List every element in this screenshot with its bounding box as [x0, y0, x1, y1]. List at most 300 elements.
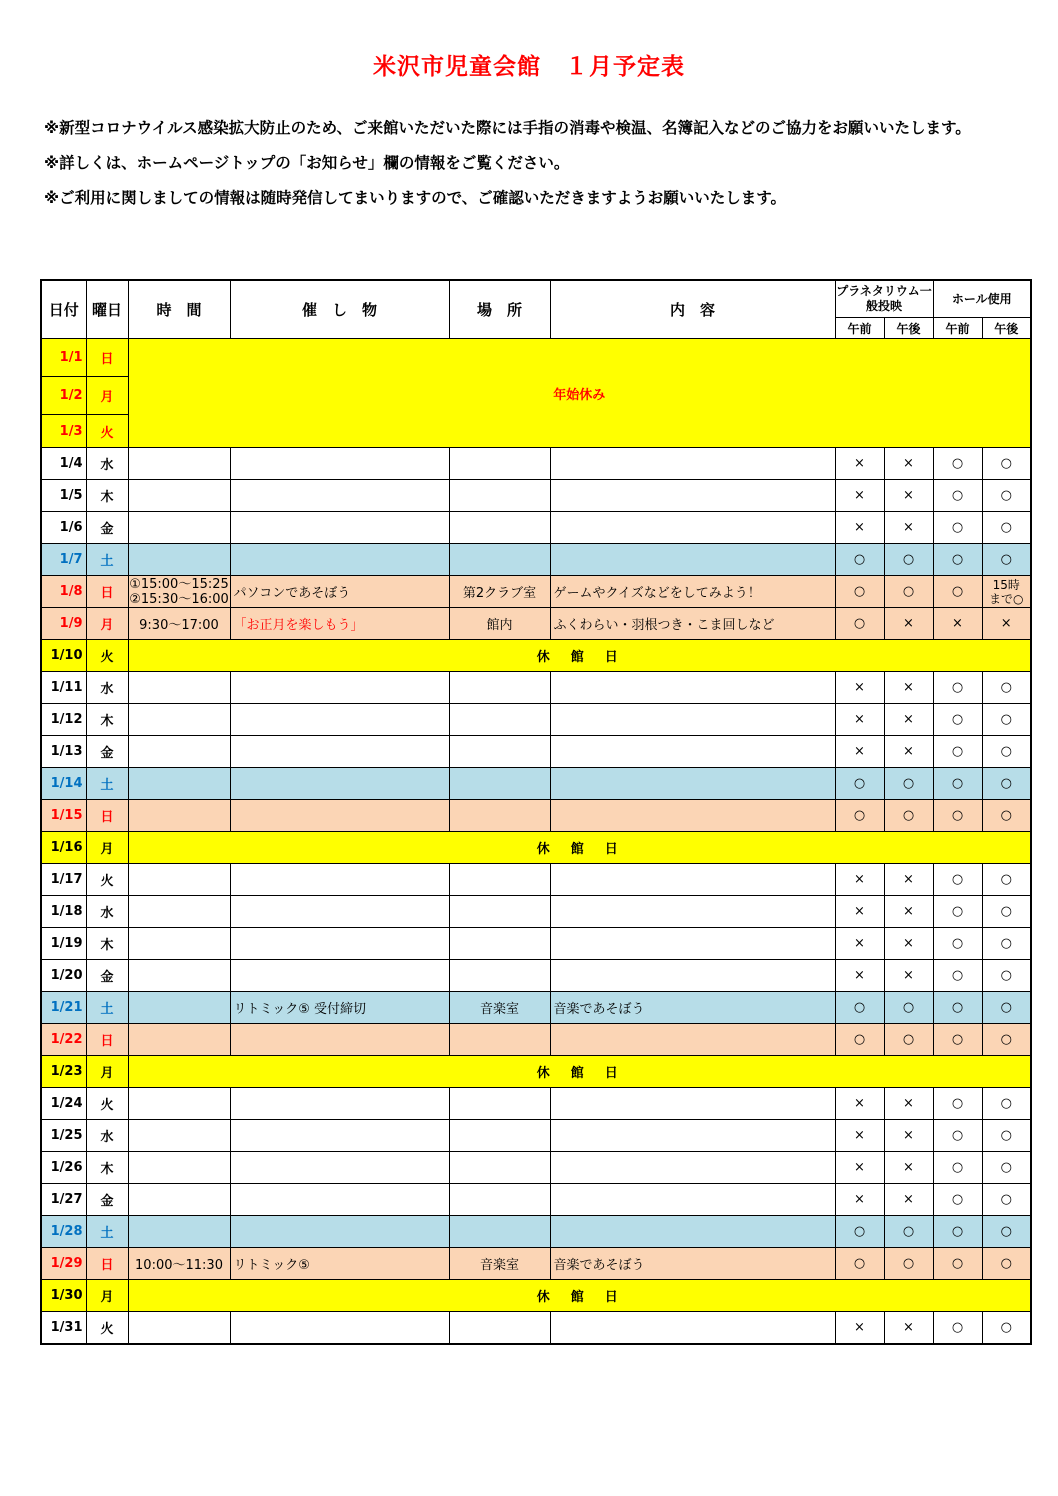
planetarium-pm-mark: × — [884, 512, 933, 544]
row-event — [230, 1152, 449, 1184]
row-event — [230, 704, 449, 736]
row-date: 1/18 — [41, 896, 86, 928]
row-dow: 月 — [86, 1056, 128, 1088]
planetarium-pm-mark: × — [884, 1312, 933, 1345]
row-dow: 金 — [86, 736, 128, 768]
row-dow: 土 — [86, 768, 128, 800]
planetarium-pm-mark: ○ — [884, 544, 933, 576]
table-row — [41, 512, 1031, 544]
planetarium-pm-mark: ○ — [884, 1216, 933, 1248]
row-time — [128, 864, 230, 896]
planetarium-am-mark: ○ — [835, 992, 884, 1024]
row-dow: 日 — [86, 1024, 128, 1056]
row-place — [449, 1184, 550, 1216]
table-row — [41, 339, 1031, 377]
row-date: 1/9 — [41, 608, 86, 640]
hall-am-mark: ○ — [933, 480, 982, 512]
row-date: 1/25 — [41, 1120, 86, 1152]
planetarium-am-mark: ○ — [835, 1216, 884, 1248]
row-date: 1/4 — [41, 448, 86, 480]
row-time — [128, 544, 230, 576]
table-row — [41, 1056, 1031, 1088]
hall-pm-mark: ○ — [982, 1184, 1031, 1216]
row-date: 1/20 — [41, 960, 86, 992]
row-date: 1/6 — [41, 512, 86, 544]
header-planetarium-am: 午前 — [835, 318, 884, 339]
row-date: 1/27 — [41, 1184, 86, 1216]
row-content — [550, 512, 835, 544]
row-dow: 火 — [86, 640, 128, 672]
hall-pm-mark: ○ — [982, 896, 1031, 928]
new-year-holiday-label: 年始休み — [128, 339, 1031, 448]
row-time — [128, 992, 230, 1024]
table-row — [41, 704, 1031, 736]
hall-pm-mark: ○ — [982, 992, 1031, 1024]
planetarium-am-mark: ○ — [835, 576, 884, 608]
table-row — [41, 1280, 1031, 1312]
header-dow: 曜日 — [86, 280, 128, 339]
hall-am-mark: ○ — [933, 1152, 982, 1184]
row-place — [449, 1024, 550, 1056]
hall-am-mark: ○ — [933, 1248, 982, 1280]
header-time: 時 間 — [128, 280, 230, 339]
hall-pm-mark: 15時 まで○ — [982, 576, 1031, 608]
row-dow: 日 — [86, 576, 128, 608]
table-row — [41, 480, 1031, 512]
planetarium-pm-mark: ○ — [884, 576, 933, 608]
row-event: 「お正月を楽しもう」 — [230, 608, 449, 640]
row-time — [128, 896, 230, 928]
table-row — [41, 1312, 1031, 1345]
row-time — [128, 960, 230, 992]
table-row — [41, 992, 1031, 1024]
row-event — [230, 1312, 449, 1345]
hall-am-mark: ○ — [933, 1024, 982, 1056]
row-dow: 水 — [86, 672, 128, 704]
row-place: 音楽室 — [449, 1248, 550, 1280]
hall-pm-mark: ○ — [982, 1120, 1031, 1152]
row-event — [230, 1120, 449, 1152]
hall-pm-mark: ○ — [982, 480, 1031, 512]
header-content: 内 容 — [550, 280, 835, 339]
hall-am-mark: ○ — [933, 576, 982, 608]
row-dow: 日 — [86, 800, 128, 832]
planetarium-pm-mark: × — [884, 448, 933, 480]
planetarium-am-mark: ○ — [835, 1248, 884, 1280]
notice-item: ※ご利用に関しましての情報は随時発信してまいりますので、ご確認いただきますようお願いいたします。 — [44, 189, 787, 207]
row-date: 1/28 — [41, 1216, 86, 1248]
planetarium-am-mark: × — [835, 480, 884, 512]
row-content — [550, 1216, 835, 1248]
row-date: 1/2 — [41, 377, 86, 415]
hall-pm-mark: ○ — [982, 1088, 1031, 1120]
table-row — [41, 768, 1031, 800]
hall-pm-mark: ○ — [982, 672, 1031, 704]
row-content — [550, 672, 835, 704]
planetarium-pm-mark: × — [884, 928, 933, 960]
row-dow: 土 — [86, 544, 128, 576]
hall-am-mark: ○ — [933, 768, 982, 800]
table-row — [41, 544, 1031, 576]
row-date: 1/19 — [41, 928, 86, 960]
row-date: 1/5 — [41, 480, 86, 512]
row-dow: 水 — [86, 896, 128, 928]
row-date: 1/3 — [41, 415, 86, 448]
planetarium-pm-mark: ○ — [884, 1248, 933, 1280]
row-content: ゲームやクイズなどをしてみよう！ — [550, 576, 835, 608]
table-row — [41, 1120, 1031, 1152]
row-date: 1/23 — [41, 1056, 86, 1088]
table-row — [41, 672, 1031, 704]
planetarium-am-mark: × — [835, 1184, 884, 1216]
row-place — [449, 480, 550, 512]
hall-pm-mark: ○ — [982, 1312, 1031, 1345]
row-place: 第2クラブ室 — [449, 576, 550, 608]
row-date: 1/31 — [41, 1312, 86, 1345]
hall-pm-mark: ○ — [982, 928, 1031, 960]
header-date: 日付 — [41, 280, 86, 339]
hall-pm-mark: ○ — [982, 704, 1031, 736]
closed-day-label: 休 館 日 — [128, 832, 1031, 864]
hall-am-mark: ○ — [933, 1216, 982, 1248]
row-dow: 火 — [86, 864, 128, 896]
row-content — [550, 864, 835, 896]
planetarium-pm-mark: × — [884, 1152, 933, 1184]
row-date: 1/29 — [41, 1248, 86, 1280]
row-place — [449, 1120, 550, 1152]
closed-day-label: 休 館 日 — [128, 1280, 1031, 1312]
row-content — [550, 1120, 835, 1152]
row-event — [230, 512, 449, 544]
planetarium-am-mark: ○ — [835, 1024, 884, 1056]
header-planetarium-pm: 午後 — [884, 318, 933, 339]
row-event — [230, 1184, 449, 1216]
row-date: 1/10 — [41, 640, 86, 672]
row-time — [128, 736, 230, 768]
row-content: 音楽であそぼう — [550, 1248, 835, 1280]
row-content — [550, 1152, 835, 1184]
hall-am-mark: ○ — [933, 512, 982, 544]
row-place — [449, 672, 550, 704]
row-content — [550, 928, 835, 960]
notice-item: ※詳しくは、ホームページトップの「お知らせ」欄の情報をご覧ください。 — [44, 154, 570, 172]
row-dow: 金 — [86, 1184, 128, 1216]
planetarium-am-mark: × — [835, 512, 884, 544]
planetarium-am-mark: × — [835, 896, 884, 928]
row-event: リトミック⑤ 受付締切 — [230, 992, 449, 1024]
row-time — [128, 512, 230, 544]
hall-am-mark: ○ — [933, 800, 982, 832]
hall-pm-mark: ○ — [982, 960, 1031, 992]
hall-pm-mark: ○ — [982, 768, 1031, 800]
hall-am-mark: ○ — [933, 448, 982, 480]
row-content — [550, 1312, 835, 1345]
planetarium-pm-mark: × — [884, 896, 933, 928]
row-time — [128, 1120, 230, 1152]
row-event — [230, 672, 449, 704]
row-dow: 金 — [86, 512, 128, 544]
row-place — [449, 1216, 550, 1248]
row-content — [550, 704, 835, 736]
schedule-body — [41, 339, 1031, 1345]
row-content — [550, 896, 835, 928]
table-row — [41, 960, 1031, 992]
row-dow: 火 — [86, 1312, 128, 1345]
planetarium-am-mark: × — [835, 704, 884, 736]
hall-am-mark: ○ — [933, 928, 982, 960]
row-event — [230, 960, 449, 992]
row-time — [128, 448, 230, 480]
row-event — [230, 1216, 449, 1248]
row-time — [128, 704, 230, 736]
row-time — [128, 480, 230, 512]
row-dow: 木 — [86, 704, 128, 736]
row-time — [128, 1216, 230, 1248]
planetarium-pm-mark: × — [884, 1184, 933, 1216]
row-date: 1/21 — [41, 992, 86, 1024]
header-hall-am: 午前 — [933, 318, 982, 339]
row-dow: 日 — [86, 1248, 128, 1280]
hall-pm-mark: ○ — [982, 1024, 1031, 1056]
row-place — [449, 512, 550, 544]
table-row — [41, 640, 1031, 672]
hall-am-mark: ○ — [933, 960, 982, 992]
row-time — [128, 800, 230, 832]
hall-pm-mark: ○ — [982, 448, 1031, 480]
planetarium-am-mark: × — [835, 1088, 884, 1120]
table-row — [41, 576, 1031, 608]
row-dow: 木 — [86, 928, 128, 960]
row-date: 1/16 — [41, 832, 86, 864]
row-content: ふくわらい・羽根つき・こま回しなど — [550, 608, 835, 640]
table-row — [41, 1184, 1031, 1216]
row-date: 1/1 — [41, 339, 86, 377]
row-dow: 火 — [86, 415, 128, 448]
row-time — [128, 928, 230, 960]
planetarium-am-mark: × — [835, 448, 884, 480]
row-date: 1/11 — [41, 672, 86, 704]
planetarium-pm-mark: × — [884, 960, 933, 992]
hall-pm-mark: ○ — [982, 544, 1031, 576]
row-date: 1/30 — [41, 1280, 86, 1312]
row-content — [550, 448, 835, 480]
row-event — [230, 864, 449, 896]
hall-am-mark: ○ — [933, 864, 982, 896]
planetarium-pm-mark: × — [884, 864, 933, 896]
row-date: 1/15 — [41, 800, 86, 832]
table-row — [41, 1216, 1031, 1248]
hall-am-mark: ○ — [933, 544, 982, 576]
planetarium-am-mark: × — [835, 928, 884, 960]
row-dow: 水 — [86, 1120, 128, 1152]
row-dow: 月 — [86, 1280, 128, 1312]
header-event: 催 し 物 — [230, 280, 449, 339]
row-place — [449, 768, 550, 800]
row-dow: 月 — [86, 377, 128, 415]
planetarium-pm-mark: ○ — [884, 768, 933, 800]
row-content — [550, 544, 835, 576]
row-time: ①15:00～15:25 ②15:30～16:00 — [129, 576, 229, 607]
table-row — [41, 896, 1031, 928]
table-row — [41, 608, 1031, 640]
row-place: 館内 — [449, 608, 550, 640]
planetarium-am-mark: × — [835, 736, 884, 768]
row-dow: 土 — [86, 1216, 128, 1248]
table-row — [41, 864, 1031, 896]
row-dow: 月 — [86, 832, 128, 864]
planetarium-am-mark: × — [835, 1312, 884, 1345]
row-time — [128, 768, 230, 800]
row-dow: 金 — [86, 960, 128, 992]
row-date: 1/8 — [41, 576, 86, 608]
row-dow: 火 — [86, 1088, 128, 1120]
row-date: 1/14 — [41, 768, 86, 800]
row-content — [550, 736, 835, 768]
planetarium-pm-mark: ○ — [884, 992, 933, 1024]
row-place — [449, 928, 550, 960]
row-event — [230, 800, 449, 832]
closed-day-label: 休 館 日 — [128, 640, 1031, 672]
row-dow: 木 — [86, 480, 128, 512]
row-place — [449, 960, 550, 992]
row-place — [449, 896, 550, 928]
hall-pm-mark: ○ — [982, 512, 1031, 544]
row-event — [230, 448, 449, 480]
header-hall: ホール使用 — [933, 280, 1031, 318]
row-event — [230, 768, 449, 800]
row-event — [230, 480, 449, 512]
row-place — [449, 1088, 550, 1120]
row-event: リトミック⑤ — [230, 1248, 449, 1280]
closed-day-label: 休 館 日 — [128, 1056, 1031, 1088]
row-content: 音楽であそぼう — [550, 992, 835, 1024]
row-date: 1/24 — [41, 1088, 86, 1120]
row-event — [230, 736, 449, 768]
hall-pm-mark: ○ — [982, 800, 1031, 832]
row-time — [128, 672, 230, 704]
row-content — [550, 960, 835, 992]
notice-list — [44, 118, 1024, 223]
row-content — [550, 1184, 835, 1216]
hall-am-mark: ○ — [933, 992, 982, 1024]
notice-item: ※新型コロナウイルス感染拡大防止のため、ご来館いただいた際には手指の消毒や検温、名簿記入などのご協力をお願いいたします。 — [44, 119, 971, 137]
hall-pm-mark: ○ — [982, 1152, 1031, 1184]
hall-pm-mark: ○ — [982, 736, 1031, 768]
planetarium-pm-mark: × — [884, 480, 933, 512]
hall-pm-mark: × — [982, 608, 1031, 640]
row-place — [449, 704, 550, 736]
planetarium-am-mark: ○ — [835, 800, 884, 832]
planetarium-pm-mark: ○ — [884, 800, 933, 832]
row-event — [230, 1088, 449, 1120]
header-planetarium: プラネタリウム一般投映 — [835, 280, 933, 318]
planetarium-am-mark: × — [835, 1152, 884, 1184]
row-time — [128, 1152, 230, 1184]
hall-am-mark: ○ — [933, 1184, 982, 1216]
row-place — [449, 800, 550, 832]
row-dow: 水 — [86, 448, 128, 480]
row-dow: 土 — [86, 992, 128, 1024]
hall-am-mark: ○ — [933, 1088, 982, 1120]
planetarium-am-mark: × — [835, 672, 884, 704]
row-time — [128, 1184, 230, 1216]
table-row — [41, 800, 1031, 832]
planetarium-am-mark: × — [835, 864, 884, 896]
row-date: 1/12 — [41, 704, 86, 736]
row-date: 1/22 — [41, 1024, 86, 1056]
hall-am-mark: ○ — [933, 704, 982, 736]
row-dow: 日 — [86, 339, 128, 377]
planetarium-am-mark: ○ — [835, 544, 884, 576]
hall-am-mark: ○ — [933, 672, 982, 704]
planetarium-pm-mark: × — [884, 672, 933, 704]
row-place — [449, 544, 550, 576]
page-title: 米沢市児童会館 １月予定表 — [373, 54, 685, 80]
row-date: 1/7 — [41, 544, 86, 576]
hall-am-mark: ○ — [933, 896, 982, 928]
row-date: 1/26 — [41, 1152, 86, 1184]
row-time: 10:00～11:30 — [128, 1248, 230, 1280]
planetarium-pm-mark: × — [884, 704, 933, 736]
row-dow: 木 — [86, 1152, 128, 1184]
planetarium-pm-mark: × — [884, 608, 933, 640]
table-row — [41, 1152, 1031, 1184]
planetarium-am-mark: × — [835, 960, 884, 992]
planetarium-pm-mark: ○ — [884, 1024, 933, 1056]
row-content — [550, 1088, 835, 1120]
row-dow: 月 — [86, 608, 128, 640]
schedule-table — [40, 279, 1032, 1345]
row-place — [449, 1312, 550, 1345]
row-event: パソコンであそぼう — [230, 576, 449, 608]
hall-pm-mark: ○ — [982, 1248, 1031, 1280]
row-event — [230, 1024, 449, 1056]
hall-am-mark: × — [933, 608, 982, 640]
hall-am-mark: ○ — [933, 1312, 982, 1345]
planetarium-am-mark: ○ — [835, 608, 884, 640]
row-content — [550, 1024, 835, 1056]
row-place — [449, 448, 550, 480]
row-date: 1/13 — [41, 736, 86, 768]
row-event — [230, 928, 449, 960]
header-hall-pm: 午後 — [982, 318, 1031, 339]
hall-pm-mark: ○ — [982, 1216, 1031, 1248]
planetarium-am-mark: ○ — [835, 768, 884, 800]
row-date: 1/17 — [41, 864, 86, 896]
table-row — [41, 1024, 1031, 1056]
row-time — [128, 1088, 230, 1120]
header-place: 場 所 — [449, 280, 550, 339]
row-event — [230, 544, 449, 576]
row-content — [550, 480, 835, 512]
hall-am-mark: ○ — [933, 736, 982, 768]
row-content — [550, 768, 835, 800]
row-time — [128, 1312, 230, 1345]
table-row — [41, 1248, 1031, 1280]
table-row — [41, 832, 1031, 864]
row-place — [449, 1152, 550, 1184]
hall-pm-mark: ○ — [982, 864, 1031, 896]
row-time: 9:30～17:00 — [128, 608, 230, 640]
row-content — [550, 800, 835, 832]
table-row — [41, 736, 1031, 768]
planetarium-pm-mark: × — [884, 1120, 933, 1152]
hall-am-mark: ○ — [933, 1120, 982, 1152]
planetarium-pm-mark: × — [884, 736, 933, 768]
table-row — [41, 448, 1031, 480]
row-place — [449, 736, 550, 768]
row-time — [128, 1024, 230, 1056]
